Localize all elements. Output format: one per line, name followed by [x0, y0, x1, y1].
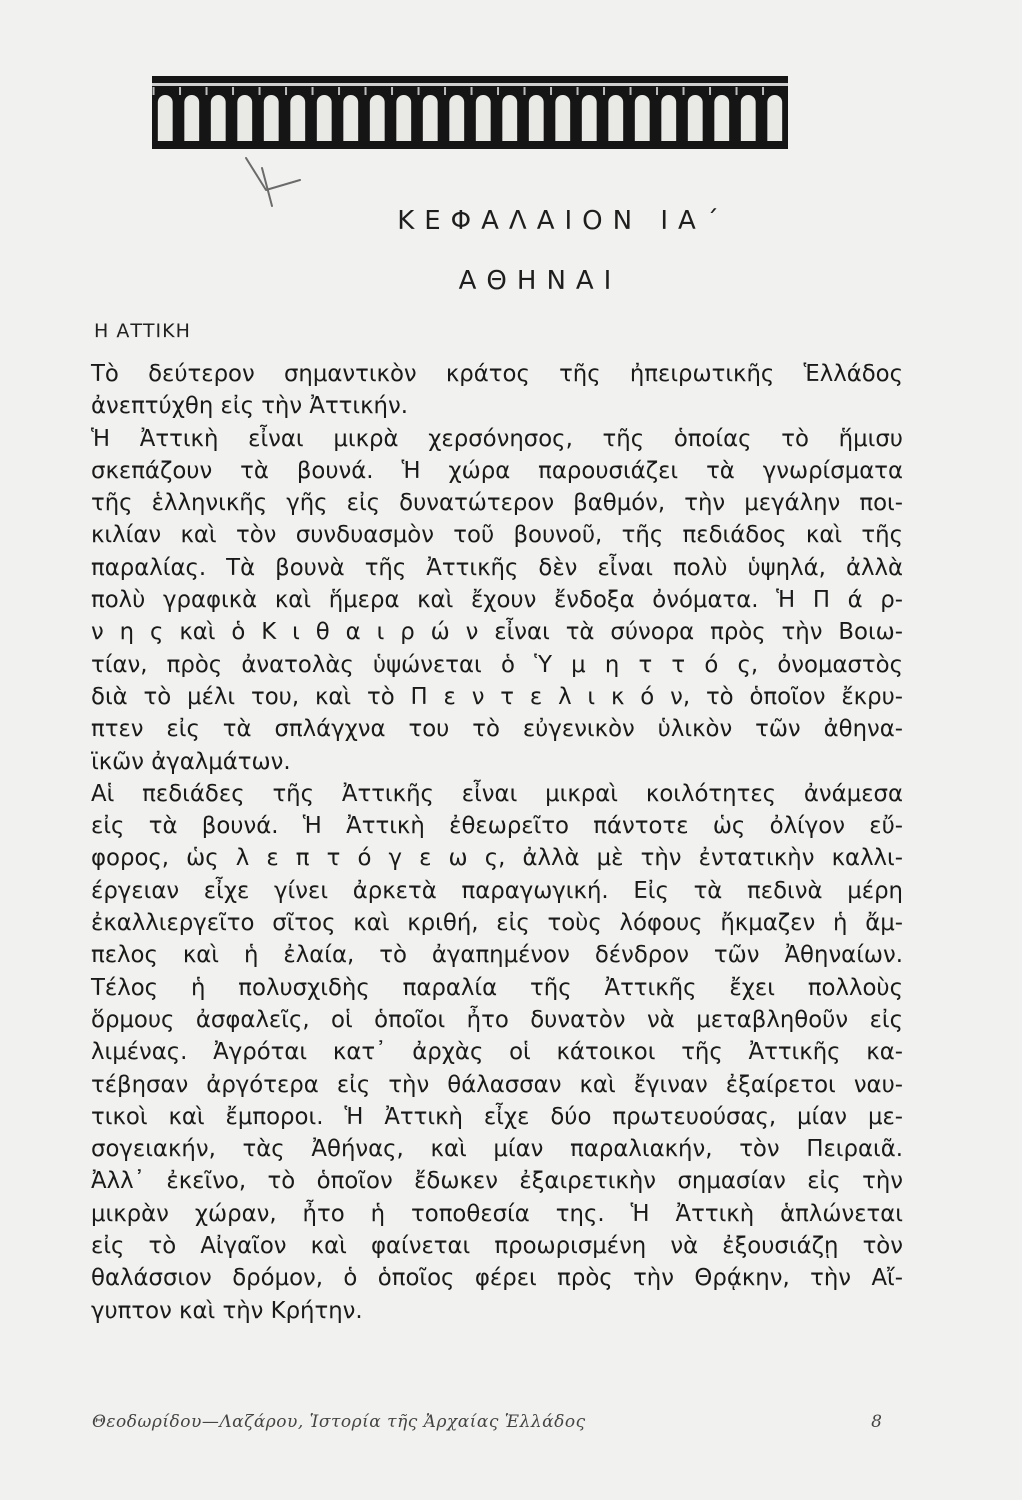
chapter-title: ΑΘΗΝΑΙ — [458, 266, 622, 296]
text-line: γυπτον καὶ τὴν Κρήτην. — [91, 1297, 363, 1324]
text-line: ὅρμους ἀσφαλεῖς, οἱ ὁποῖοι ἦτο δυνατὸν νὰ μεταβληθοῦν εἰς — [91, 1006, 903, 1033]
text-line: παραλίας. Τὰ βουνὰ τῆς Ἀττικῆς δὲν εἶναι πολὺ ὑψηλά, ἀλλὰ — [91, 554, 903, 581]
text-line: ϊκῶν ἀγαλμάτων. — [91, 748, 291, 775]
text-line: τικοὶ καὶ ἔμποροι. Ἡ Ἀττικὴ εἶχε δύο πρωτευούσας, μίαν με- — [91, 1103, 903, 1130]
pencil-mark-icon — [238, 150, 308, 210]
footer-source: Θεοδωρίδου—Λαζάρου, Ἱστορία τῆς Ἀρχαίας Ἑλλάδος — [92, 1412, 586, 1432]
text-line: σκεπάζουν τὰ βουνά. Ἡ χώρα παρουσιάζει τὰ γνωρίσματα — [91, 457, 903, 484]
body-text — [91, 358, 903, 1327]
text-line: τέβησαν ἀργότερα εἰς τὴν θάλασσαν καὶ ἔγιναν ἐξαίρετοι ναυ- — [91, 1071, 903, 1098]
text-line: εἰς τὸ Αἰγαῖον καὶ φαίνεται προωρισμένη νὰ ἐξουσιάζῃ τὸν — [91, 1233, 903, 1260]
text-line: ἐκαλλιεργεῖτο σῖτος καὶ κριθή, εἰς τοὺς λόφους ἤκμαζεν ἡ ἄμ- — [91, 910, 903, 937]
text-line: διὰ τὸ μέλι του, καὶ τὸ Π ε ν τ ε λ ι κ ό ν, τὸ ὁποῖον ἔκρυ- — [91, 683, 903, 710]
text-line: ἀνεπτύχθη εἰς τὴν Ἀττικήν. — [91, 393, 408, 420]
text-line: πτεν εἰς τὰ σπλάγχνα του τὸ εὐγενικὸν ὑλικὸν τῶν ἀθηνα- — [91, 716, 903, 743]
text-line: εἰς τὰ βουνά. Ἡ Ἀττικὴ ἐθεωρεῖτο πάντοτε ὡς ὀλίγον εὔ- — [91, 813, 903, 840]
text-line: έργειαν εἶχε γίνει ἀρκετὰ παραγωγική. Εἰς τὰ πεδινὰ μέρη — [91, 877, 903, 904]
text-line: μικρὰν χώραν, ἦτο ἡ τοποθεσία της. Ἡ Ἀττικὴ ἁπλώνεται — [91, 1200, 903, 1227]
text-line: τίαν, πρὸς ἀνατολὰς ὑψώνεται ὁ Ὑ μ η τ τ ό ς, ὀνομαστὸς — [91, 651, 903, 678]
text-line: σογειακήν, τὰς Ἀθήνας, καὶ μίαν παραλιακήν, τὸν Πειραιᾶ. — [91, 1136, 903, 1163]
chapter-number: ΚΕΦΑΛΑΙΟΝ ΙΑ΄ — [397, 206, 729, 236]
text-line: Αἱ πεδιάδες τῆς Ἀττικῆς εἶναι μικραὶ κοιλότητες ἀνάμεσα — [91, 780, 903, 807]
text-line: θαλάσσιον δρόμον, ὁ ὁποῖος φέρει πρὸς τὴν Θρᾴκην, τὴν Αἴ- — [91, 1265, 903, 1292]
text-line: Ἡ Ἀττικὴ εἶναι μικρὰ χερσόνησος, τῆς ὁποίας τὸ ἥμισυ — [91, 425, 903, 452]
text-line: Ἀλλ᾽ ἐκεῖνο, τὸ ὁποῖον ἔδωκεν ἐξαιρετικὴν σημασίαν εἰς τὴν — [91, 1168, 903, 1195]
text-line: κιλίαν καὶ τὸν συνδυασμὸν τοῦ βουνοῦ, τῆς πεδιάδος καὶ τῆς — [91, 522, 903, 549]
text-line: ν η ς καὶ ὁ Κ ι θ α ι ρ ώ ν εἶναι τὰ σύνορα πρὸς τὴν Βοιω- — [91, 619, 903, 646]
text-line: λιμένας. Ἀγρόται κατ᾽ ἀρχὰς οἱ κάτοικοι τῆς Ἀττικῆς κα- — [91, 1039, 903, 1066]
text-line: Τέλος ἡ πολυσχιδὴς παραλία τῆς Ἀττικῆς ἔχει πολλοὺς — [91, 974, 903, 1001]
text-line: Τὸ δεύτερον σημαντικὸν κράτος τῆς ἠπειρωτικῆς Ἑλλάδος — [91, 361, 903, 387]
text-line: πελος καὶ ἡ ἐλαία, τὸ ἀγαπημένον δένδρον τῶν Ἀθηναίων. — [91, 942, 903, 969]
footer-sheet-number: 8 — [871, 1412, 882, 1432]
arcade-ornament-icon — [152, 76, 788, 149]
text-line: πολὺ γραφικὰ καὶ ἥμερα καὶ ἔχουν ἔνδοξα ὀνόματα. Ἡ Π ά ρ- — [91, 587, 903, 614]
text-line: τῆς ἑλληνικῆς γῆς εἰς δυνατώτερον βαθμόν, τὴν μεγάλην ποι- — [91, 490, 903, 517]
text-line: φορος, ὡς λ ε π τ ό γ ε ω ς, ἀλλὰ μὲ τὴν ἐντατικὴν καλλι- — [91, 845, 903, 872]
section-heading: Η ΑΤΤΙΚΗ — [94, 320, 191, 342]
